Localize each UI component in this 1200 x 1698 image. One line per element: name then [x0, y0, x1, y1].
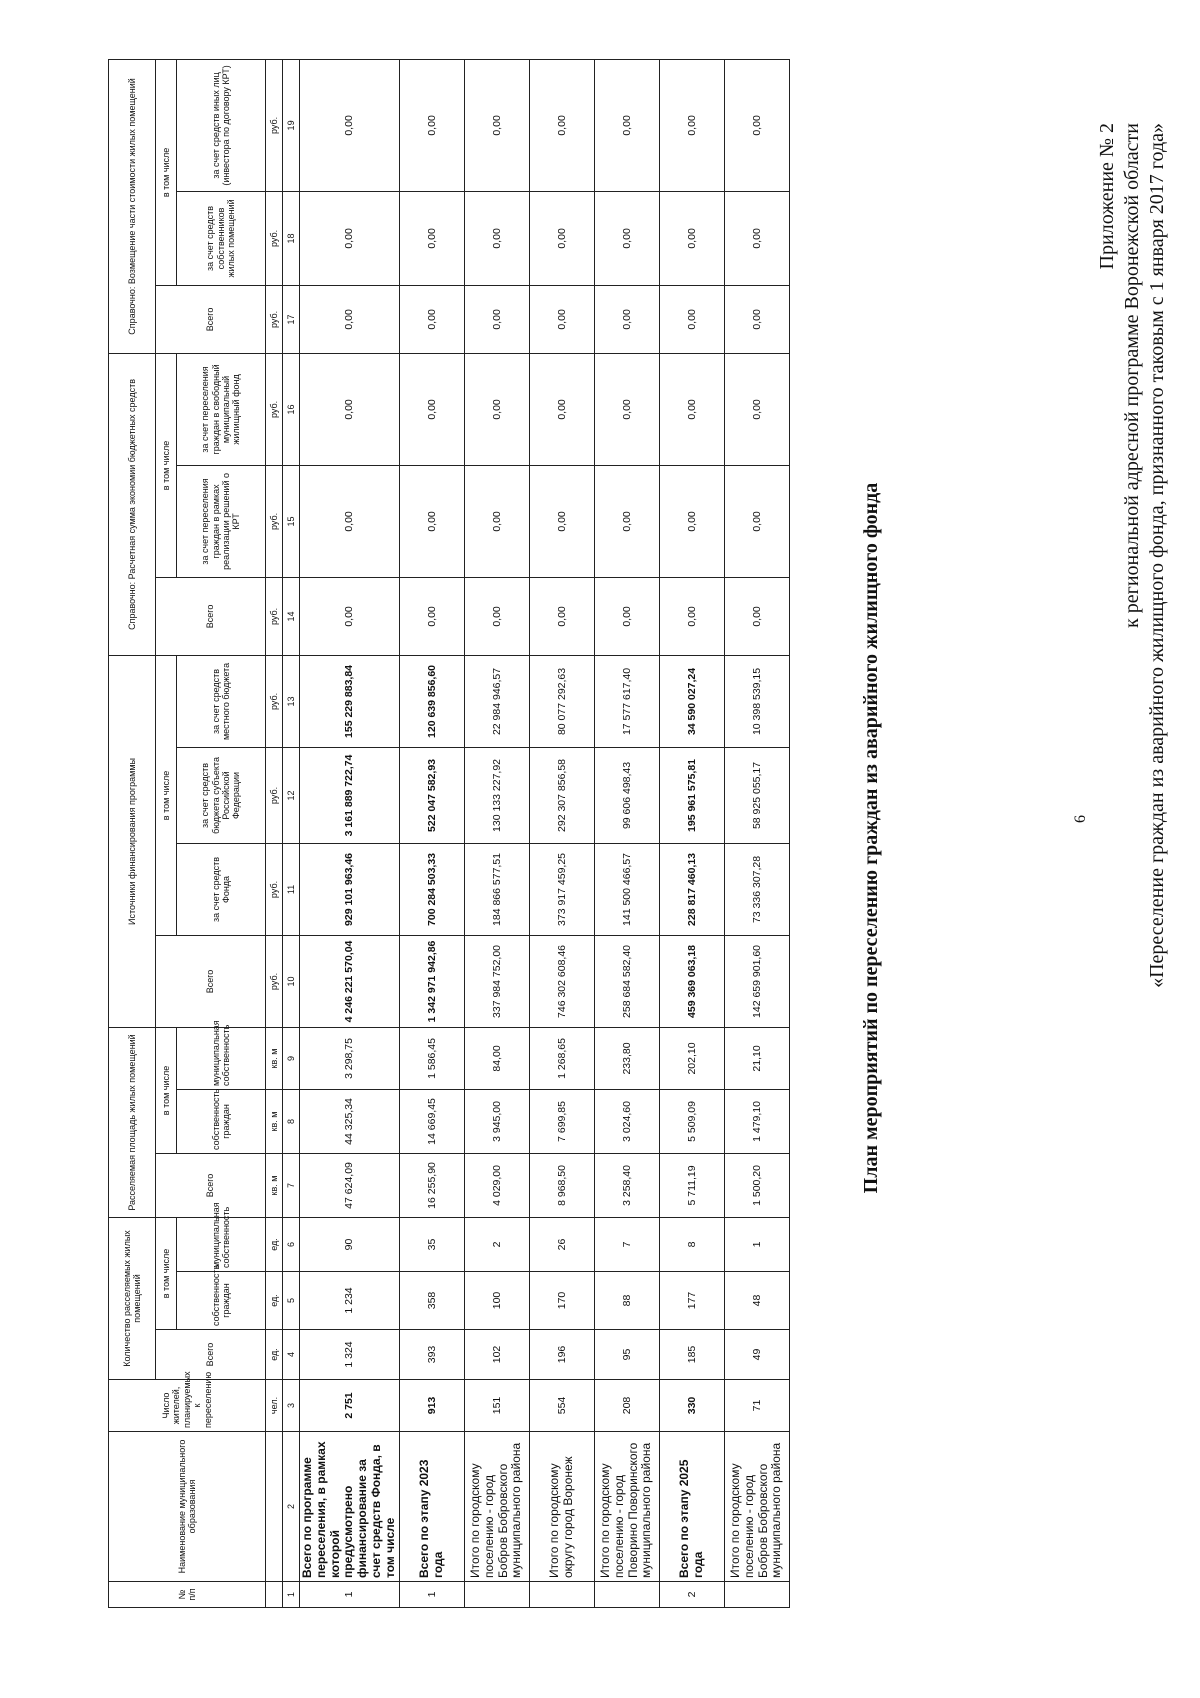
table-cell: 0,00: [399, 191, 464, 285]
page-number: 6: [1072, 815, 1089, 823]
header-fin-incl: в том числе: [156, 655, 177, 935]
table-cell: 0,00: [464, 285, 529, 353]
table-cell: 151: [464, 1380, 529, 1432]
table-cell: 0,00: [659, 59, 724, 191]
table-cell: 0,00: [399, 577, 464, 655]
table-cell: 196: [529, 1330, 594, 1380]
table-cell: 0,00: [659, 577, 724, 655]
table-cell: 1 234: [300, 1272, 400, 1330]
table-cell: 522 047 582,93: [399, 747, 464, 843]
header-comp-other: за счет средств иных лиц (инвестора по договору КРТ): [177, 59, 266, 191]
table-cell: 17 577 617,40: [594, 655, 659, 747]
table-cell: 3 945,00: [464, 1089, 529, 1153]
table-cell: 0,00: [529, 577, 594, 655]
table-cell: 8 968,50: [529, 1153, 594, 1217]
table-cell: 0,00: [300, 577, 400, 655]
table-cell: 0,00: [464, 59, 529, 191]
row-number: 1: [399, 1582, 464, 1608]
row-municipality-name: Итого по городскому поселению - город Бобров Бобровского муниципального района: [724, 1432, 789, 1582]
header-area-municipal: муниципальная собственность: [177, 1027, 266, 1089]
table-cell: 58 925 055,17: [724, 747, 789, 843]
table-cell: 228 817 460,13: [659, 843, 724, 935]
row-municipality-name: Всего по этапу 2025 года: [659, 1432, 724, 1582]
table-cell: 337 984 752,00: [464, 935, 529, 1027]
unit-cell: руб.: [266, 843, 283, 935]
column-number-cell: 9: [283, 1027, 300, 1089]
column-number-cell: 3: [283, 1380, 300, 1432]
column-number-cell: 14: [283, 577, 300, 655]
appendix-header: [1095, 123, 1170, 1123]
header-fin-local: за счет средств местного бюджета: [177, 655, 266, 747]
table-cell: 185: [659, 1330, 724, 1380]
appendix-line-2: к региональной адресной программе Воронежской области: [1121, 123, 1143, 628]
table-cell: 0,00: [300, 465, 400, 577]
table-cell: 0,00: [300, 59, 400, 191]
header-area-incl: в том числе: [156, 1027, 177, 1153]
table-cell: 0,00: [529, 465, 594, 577]
table-cell: 0,00: [464, 353, 529, 465]
table-cell: 8: [659, 1217, 724, 1271]
table-cell: 459 369 063,18: [659, 935, 724, 1027]
table-cell: 0,00: [724, 191, 789, 285]
table-row: [529, 59, 594, 1607]
table-cell: 0,00: [659, 191, 724, 285]
header-comp-own: за счет средств собственников жилых помещений: [177, 191, 266, 285]
unit-cell: руб.: [266, 747, 283, 843]
table-cell: 35: [399, 1217, 464, 1271]
table-cell: 195 961 575,81: [659, 747, 724, 843]
table-cell: 5 711,19: [659, 1153, 724, 1217]
table-cell: 0,00: [464, 577, 529, 655]
unit-cell: руб.: [266, 285, 283, 353]
table-cell: 554: [529, 1380, 594, 1432]
column-number-cell: 7: [283, 1153, 300, 1217]
table-cell: 100: [464, 1272, 529, 1330]
table-cell: 700 284 503,33: [399, 843, 464, 935]
table-cell: 208: [594, 1380, 659, 1432]
units-row: [266, 59, 283, 1607]
table-cell: 1 586,45: [399, 1027, 464, 1089]
table-cell: 130 133 227,92: [464, 747, 529, 843]
header-savings-total: Всего: [156, 577, 266, 655]
table-row: [724, 59, 789, 1607]
table-cell: 0,00: [300, 191, 400, 285]
row-number: [724, 1582, 789, 1608]
table-cell: 7: [594, 1217, 659, 1271]
column-number-cell: 19: [283, 59, 300, 191]
column-numbers-row: [283, 59, 300, 1607]
unit-cell: ед.: [266, 1272, 283, 1330]
plan-title: План мероприятий по переселению граждан из аварийного жилищного фонда: [860, 482, 882, 1194]
table-cell: 0,00: [724, 285, 789, 353]
row-number: [529, 1582, 594, 1608]
table-cell: 1 268,65: [529, 1027, 594, 1089]
row-municipality-name: Итого по городскому округу город Воронеж: [529, 1432, 594, 1582]
table-cell: 2 751: [300, 1380, 400, 1432]
table-row: [464, 59, 529, 1607]
table-cell: 0,00: [724, 353, 789, 465]
header-rooms-citizens: собственность граждан: [177, 1272, 266, 1330]
table-cell: 0,00: [594, 353, 659, 465]
table-cell: 120 639 856,60: [399, 655, 464, 747]
table-cell: 0,00: [724, 465, 789, 577]
table-cell: 22 984 946,57: [464, 655, 529, 747]
header-compensation-group: Справочно: Возмещение части стоимости жилых помещений: [109, 59, 156, 353]
header-residents: Число жителей, планируемых к переселению: [109, 1380, 266, 1432]
table-row: [399, 59, 464, 1607]
table-cell: 80 077 292,63: [529, 655, 594, 747]
table-cell: 99 606 498,43: [594, 747, 659, 843]
table-cell: 26: [529, 1217, 594, 1271]
table-cell: 16 255,90: [399, 1153, 464, 1217]
header-rooms-group: Количество расселяемых жилых помещений: [109, 1217, 156, 1379]
header-name: Наименование муниципального образования: [109, 1432, 266, 1582]
table-cell: 141 500 466,57: [594, 843, 659, 935]
table-cell: 292 307 856,58: [529, 747, 594, 843]
header-savings-group: Справочно: Расчетная сумма экономии бюджетных средств: [109, 353, 156, 655]
table-cell: 14 669,45: [399, 1089, 464, 1153]
column-number-cell: 15: [283, 465, 300, 577]
header-rooms-total: Всего: [156, 1330, 266, 1380]
table-row: [659, 59, 724, 1607]
table-cell: 233,80: [594, 1027, 659, 1089]
table-cell: 0,00: [724, 577, 789, 655]
row-number: 1: [300, 1582, 400, 1608]
row-number: [594, 1582, 659, 1608]
table-body: [300, 59, 790, 1607]
column-number-cell: 4: [283, 1330, 300, 1380]
header-fin-total: Всего: [156, 935, 266, 1027]
table-cell: 330: [659, 1380, 724, 1432]
table-cell: 10 398 539,15: [724, 655, 789, 747]
header-area-citizens: собственность граждан: [177, 1089, 266, 1153]
header-rooms-incl: в том числе: [156, 1217, 177, 1329]
table-cell: 0,00: [300, 285, 400, 353]
column-number-cell: 11: [283, 843, 300, 935]
table-cell: 88: [594, 1272, 659, 1330]
table-row: [594, 59, 659, 1607]
table-cell: 1 324: [300, 1330, 400, 1380]
unit-cell: руб.: [266, 655, 283, 747]
table-cell: 84,00: [464, 1027, 529, 1089]
table-cell: 1 342 971 942,86: [399, 935, 464, 1027]
appendix-line-1: Приложение № 2: [1096, 123, 1118, 270]
table-cell: 7 699,85: [529, 1089, 594, 1153]
column-number-cell: 8: [283, 1089, 300, 1153]
table-cell: 5 509,09: [659, 1089, 724, 1153]
table-cell: 0,00: [399, 353, 464, 465]
header-comp-total: Всего: [156, 285, 266, 353]
table-cell: 258 684 582,40: [594, 935, 659, 1027]
table-cell: 4 029,00: [464, 1153, 529, 1217]
column-number-cell: 2: [283, 1432, 300, 1582]
table-cell: 49: [724, 1330, 789, 1380]
row-number: 2: [659, 1582, 724, 1608]
table-cell: 142 659 901,60: [724, 935, 789, 1027]
table-cell: 90: [300, 1217, 400, 1271]
unit-cell: ед.: [266, 1217, 283, 1271]
table-cell: 71: [724, 1380, 789, 1432]
table-cell: 0,00: [594, 59, 659, 191]
table-cell: 1 500,20: [724, 1153, 789, 1217]
table-cell: 0,00: [464, 465, 529, 577]
column-number-cell: 18: [283, 191, 300, 285]
rotated-sheet: [40, 38, 1168, 1638]
column-number-cell: 1: [283, 1582, 300, 1608]
unit-cell: руб.: [266, 191, 283, 285]
table-cell: 0,00: [399, 285, 464, 353]
column-number-cell: 16: [283, 353, 300, 465]
unit-cell: чел.: [266, 1380, 283, 1432]
table-cell: 0,00: [659, 465, 724, 577]
table-cell: 34 590 027,24: [659, 655, 724, 747]
table-cell: 929 101 963,46: [300, 843, 400, 935]
row-municipality-name: Всего по программе переселения, в рамках которой предусмотрено финансирование за счет средств Фонда, в том числе: [300, 1432, 400, 1582]
table-cell: 0,00: [594, 285, 659, 353]
column-number-cell: 6: [283, 1217, 300, 1271]
table-cell: 3 024,60: [594, 1089, 659, 1153]
table-cell: 0,00: [594, 191, 659, 285]
header-savings-free-fund: за счет переселения граждан в свободный муниципальный жилищный фонд: [177, 353, 266, 465]
header-savings-kpt: за счет переселения граждан в рамках реализации решений о КРТ: [177, 465, 266, 577]
unit-cell: руб.: [266, 353, 283, 465]
table-cell: 184 866 577,51: [464, 843, 529, 935]
row-municipality-name: Всего по этапу 2023 года: [399, 1432, 464, 1582]
column-number-cell: 13: [283, 655, 300, 747]
row-municipality-name: Итого по городскому поселению - город Бобров Бобровского муниципального района: [464, 1432, 529, 1582]
table-cell: 0,00: [399, 59, 464, 191]
table-cell: 95: [594, 1330, 659, 1380]
appendix-line-3: «Переселение граждан из аварийного жилищного фонда, признанного таковым с 1 января 2017 года»: [1146, 123, 1168, 988]
table-cell: 0,00: [529, 353, 594, 465]
table-cell: 0,00: [464, 191, 529, 285]
column-number-cell: 17: [283, 285, 300, 353]
row-municipality-name: Итого по городскому поселению - город Поворино Поворинского муниципального района: [594, 1432, 659, 1582]
table-cell: 746 302 608,46: [529, 935, 594, 1027]
header-rooms-municipal: муниципальная собственность: [177, 1217, 266, 1271]
table-row: [300, 59, 400, 1607]
header-area-total: Всего: [156, 1153, 266, 1217]
table-cell: 0,00: [724, 59, 789, 191]
resettlement-plan-table: [108, 59, 790, 1608]
header-comp-incl: в том числе: [156, 59, 177, 285]
table-cell: 0,00: [659, 353, 724, 465]
table-cell: 3 161 889 722,74: [300, 747, 400, 843]
table-cell: 358: [399, 1272, 464, 1330]
column-number-cell: 12: [283, 747, 300, 843]
table-cell: 0,00: [300, 353, 400, 465]
table-cell: 0,00: [529, 191, 594, 285]
unit-cell: [266, 1582, 283, 1608]
header-financing-group: Источники финансирования программы: [109, 655, 156, 1027]
table-cell: 202,10: [659, 1027, 724, 1089]
table-cell: 48: [724, 1272, 789, 1330]
header-fin-fund: за счет средств Фонда: [177, 843, 266, 935]
table-cell: 0,00: [529, 59, 594, 191]
table-cell: 1 479,10: [724, 1089, 789, 1153]
table-cell: 0,00: [594, 577, 659, 655]
table-cell: 155 229 883,84: [300, 655, 400, 747]
unit-cell: руб.: [266, 935, 283, 1027]
unit-cell: кв. м: [266, 1027, 283, 1089]
table-cell: 177: [659, 1272, 724, 1330]
unit-cell: руб.: [266, 59, 283, 191]
unit-cell: ед.: [266, 1330, 283, 1380]
table-cell: 4 246 221 570,04: [300, 935, 400, 1027]
unit-cell: кв. м: [266, 1089, 283, 1153]
header-fin-regional: за счет средств бюджета субъекта Российской Федерации: [177, 747, 266, 843]
header-area-group: Расселяемая площадь жилых помещений: [109, 1027, 156, 1217]
table-cell: 0,00: [399, 465, 464, 577]
row-number: [464, 1582, 529, 1608]
unit-cell: [266, 1432, 283, 1582]
table-cell: 1: [724, 1217, 789, 1271]
header-savings-incl: в том числе: [156, 353, 177, 577]
table-cell: 393: [399, 1330, 464, 1380]
unit-cell: руб.: [266, 465, 283, 577]
header-num: № п/п: [109, 1582, 266, 1608]
table-cell: 3 258,40: [594, 1153, 659, 1217]
table-cell: 0,00: [659, 285, 724, 353]
table-cell: 0,00: [594, 465, 659, 577]
table-cell: 73 336 307,28: [724, 843, 789, 935]
table-cell: 3 298,75: [300, 1027, 400, 1089]
column-number-cell: 10: [283, 935, 300, 1027]
unit-cell: кв. м: [266, 1153, 283, 1217]
table-cell: 2: [464, 1217, 529, 1271]
table-cell: 0,00: [529, 285, 594, 353]
table-cell: 913: [399, 1380, 464, 1432]
table-cell: 373 917 459,25: [529, 843, 594, 935]
table-cell: 170: [529, 1272, 594, 1330]
table-cell: 47 624,09: [300, 1153, 400, 1217]
unit-cell: руб.: [266, 577, 283, 655]
table-cell: 102: [464, 1330, 529, 1380]
table-cell: 21,10: [724, 1027, 789, 1089]
column-number-cell: 5: [283, 1272, 300, 1330]
table-cell: 44 325,34: [300, 1089, 400, 1153]
